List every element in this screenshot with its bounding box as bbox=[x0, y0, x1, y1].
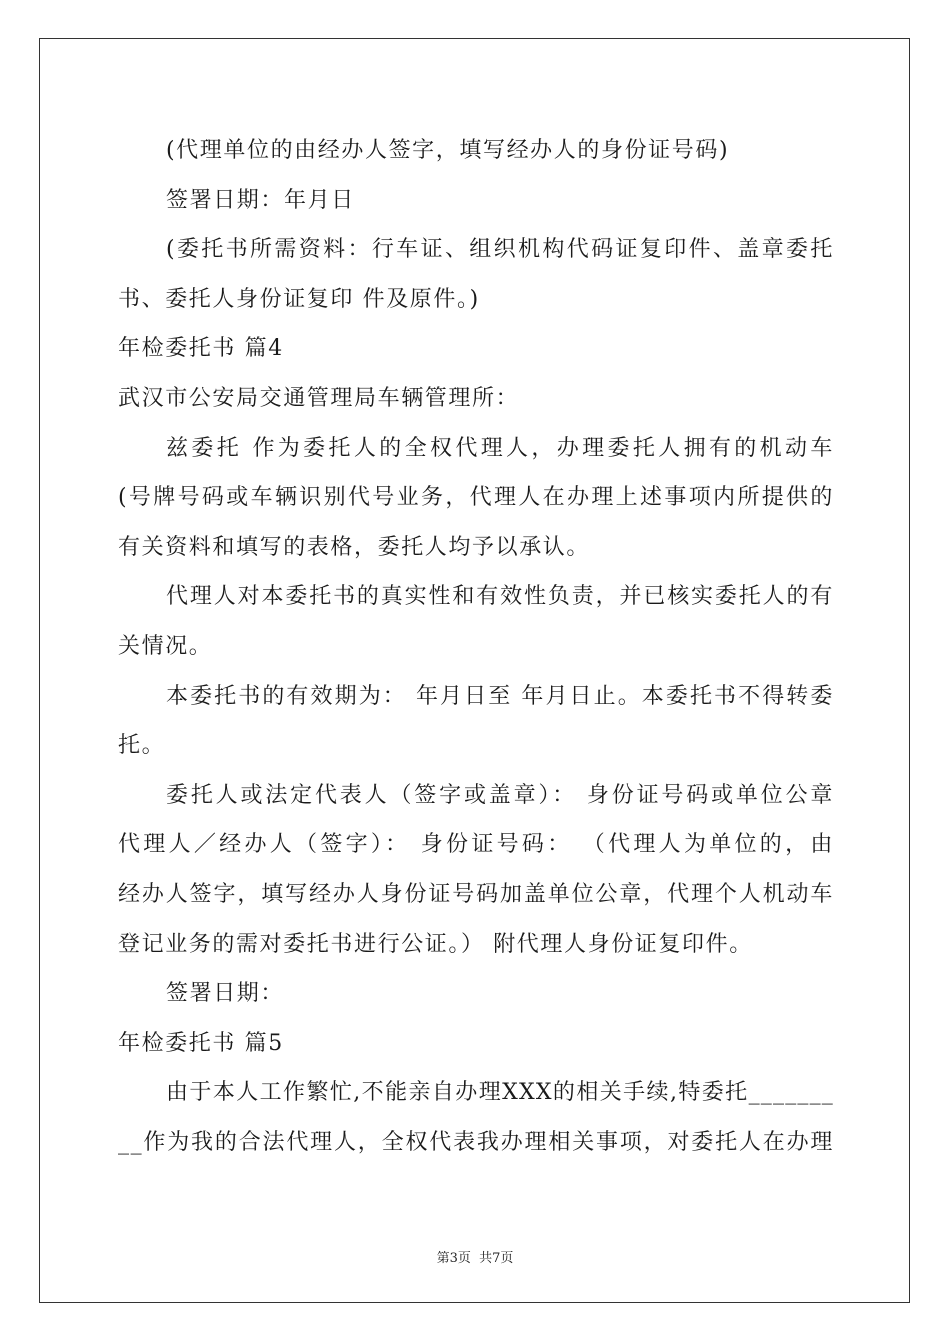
paragraph-line: 托。 bbox=[118, 733, 166, 759]
paragraph-line: (委托书所需资料：行车证、组织机构代码证复印件、盖章委托 bbox=[166, 237, 834, 263]
section-heading: 年检委托书 篇5 bbox=[118, 1030, 284, 1056]
paragraph-line: __作为我的合法代理人，全权代表我办理相关事项，对委托人在办理 bbox=[118, 1129, 834, 1155]
paragraph-line: 经办人签字，填写经办人身份证号码加盖单位公章，代理个人机动车 bbox=[118, 881, 834, 907]
document-body bbox=[118, 126, 834, 1167]
paragraph-line: 委托人或法定代表人（签字或盖章）： 身份证号码或单位公章 bbox=[166, 782, 834, 808]
paragraph-line: 代理人／经办人（签字）： 身份证号码： （代理人为单位的，由 bbox=[118, 832, 834, 858]
section-heading: 年检委托书 篇4 bbox=[118, 336, 284, 362]
paragraph-line: (号牌号码或车辆识别代号业务，代理人在办理上述事项内所提供的 bbox=[118, 485, 834, 511]
paragraph-line: 由于本人工作繁忙,不能亲自办理XXX的相关手续,特委托_______ bbox=[166, 1080, 834, 1106]
paragraph-line: 签署日期：年月日 bbox=[166, 187, 355, 213]
paragraph-line: 关情况。 bbox=[118, 633, 213, 659]
page-number-footer: 第3页 共7页 bbox=[436, 1251, 514, 1266]
paragraph-line: 本委托书的有效期为： 年月日至 年月日止。本委托书不得转委 bbox=[166, 683, 834, 709]
paragraph-line: 代理人对本委托书的真实性和有效性负责，并已核实委托人的有 bbox=[166, 584, 834, 610]
paragraph-line: 兹委托 作为委托人的全权代理人，办理委托人拥有的机动车 bbox=[166, 435, 834, 461]
paragraph-line: 有关资料和填写的表格，委托人均予以承认。 bbox=[118, 534, 591, 560]
paragraph-line: 书、委托人身份证复印 件及原件。) bbox=[118, 286, 480, 312]
signature-date-line: 签署日期： bbox=[166, 981, 285, 1007]
paragraph-line: (代理单位的由经办人签字，填写经办人的身份证号码) bbox=[166, 138, 730, 163]
addressee-line: 武汉市公安局交通管理局车辆管理所： bbox=[118, 385, 520, 411]
paragraph-line: 登记业务的需对委托书进行公证。） 附代理人身份证复印件。 bbox=[118, 931, 753, 957]
